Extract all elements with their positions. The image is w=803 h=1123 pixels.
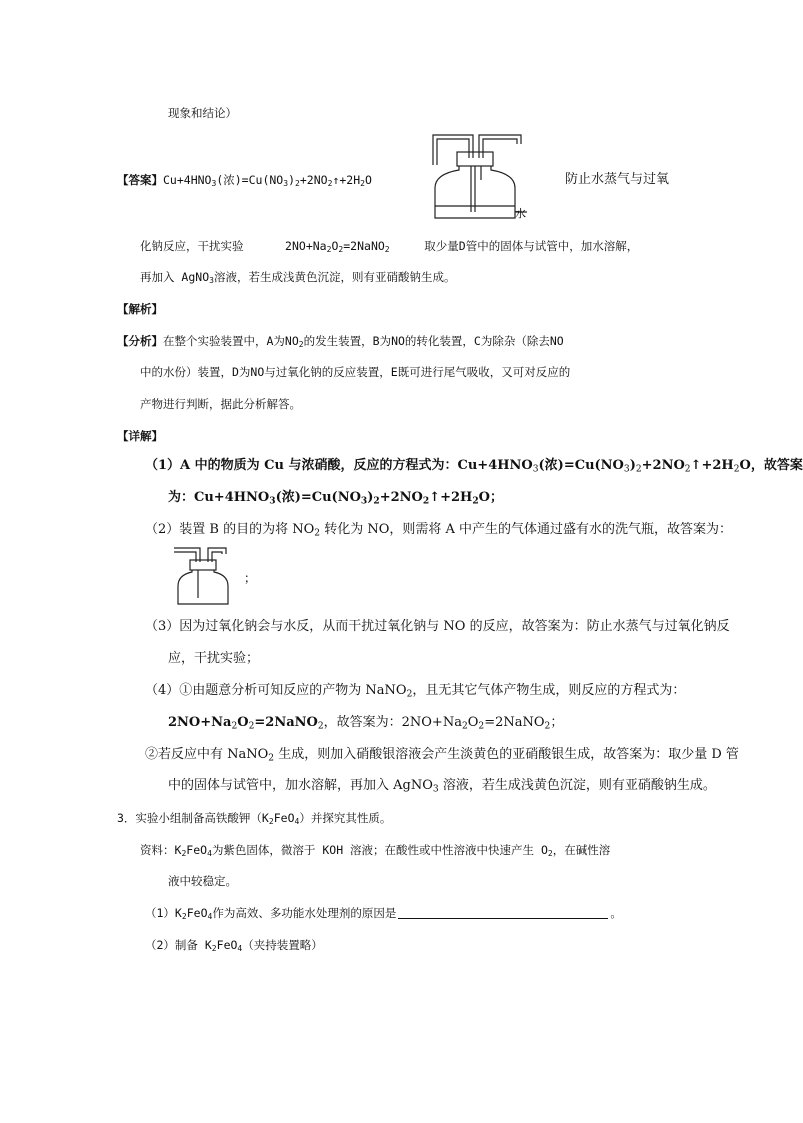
question-3-title: 3．实验小组制备高铁酸钾$(K_2FeO_4)$并探究其性质。: [117, 811, 392, 826]
detail-line-8: ②若反应中有 NaNO$_2$ 生成，则加入硝酸银溶液会产生淡黄色的亚硝酸银生成，故答案为：取少量 D 管: [145, 747, 739, 764]
analysis-line-2: 中的水份）装置，D为NO与过氧化钠的反应装置，E既可进行尾气吸收，又可对反应的: [140, 365, 571, 379]
wash-bottle-small-diagram: [170, 542, 260, 612]
detail-line-4: （3）因为过氧化钠会与水反，从而干扰过氧化钠与 NO 的反应，故答案为：防止水蒸气与过氧化钠反: [145, 619, 730, 634]
answer-blank[interactable]: [398, 904, 608, 919]
question-3-part-2: （2）制备 $K_2FeO_4$（夹持装置略）: [145, 938, 323, 953]
material-line-2: 液中较稳定。: [168, 874, 237, 888]
detail-heading: 【详解】: [117, 429, 163, 443]
gas-washing-bottle-diagram: [415, 130, 535, 225]
detail-line-2: 为：$Cu+4HNO_3$(浓)$=Cu(NO_3)_2+2NO_2↑+2H_2O$；: [168, 490, 503, 507]
answer-line-2: 化钠反应，干扰实验 $2NO+Na_2O_2=2NaNO_2$ 取少量D管中的固体与试管中，加水溶解，: [140, 239, 639, 254]
water-label: 水: [515, 207, 526, 220]
answer-continued: 防止水蒸气与过氧: [565, 172, 670, 187]
detail-line-3: （2）装置 B 的目的为将 $NO_2$ 转化为 NO，则需将 A 中产生的气体通过盛有水的洗气瓶，故答案为：: [145, 522, 733, 539]
analysis-line-3: 产物进行判断，据此分析解答。: [140, 397, 301, 411]
answer-label: 【答案】: [117, 173, 163, 187]
detail-line-9: 中的固体与试管中，加水溶解，再加入 AgNO$_3$ 溶液，若生成浅黄色沉淀，则有亚硝酸钠生成。: [168, 778, 716, 795]
detail-line-1: （1）A 中的物质为 Cu 与浓硝酸，反应的方程式为：$Cu+4HNO_3$(浓)$=Cu(NO_3)_2+2NO_2↑+2H_2O$，故答案: [145, 458, 803, 475]
semicolon-mark: ；: [244, 571, 257, 585]
analysis-heading: 【解析】: [117, 302, 163, 316]
answer-line: 【答案】$Cu+4HNO_3$(浓)$=Cu(NO_3)_2+2NO_2↑+2H_2O$: [117, 173, 372, 188]
answer-line-3: 再加入 AgNO$_3$溶液，若生成浅黄色沉淀，则有亚硝酸钠生成。: [140, 270, 456, 285]
question-3-part-1: $(1)K_2FeO_4$作为高效、多功能水处理剂的原因是 。: [145, 906, 622, 921]
text-line: 现象和结论）: [168, 106, 237, 120]
analysis-line-1: 【分析】在整个实验装置中，A为$NO_2$的发生装置，B为NO的转化装置，C为除杂（除去NO: [117, 334, 564, 349]
detail-line-5: 应，干扰实验；: [168, 651, 260, 666]
material-line-1: 资料：$K_2FeO_4$为紫色固体，微溶于 KOH 溶液；在酸性或中性溶液中快速产生 $O_2$，在碱性溶: [140, 843, 611, 858]
detail-line-7: $2NO+Na_2O_2=2NaNO_2$，故答案为：$2NO+Na_2O_2=2NaNO_2$；: [168, 715, 564, 732]
detail-line-6: （4）①由题意分析可知反应的产物为 NaNO$_2$，且无其它气体产物生成，则反应的方程式为：: [145, 683, 686, 700]
